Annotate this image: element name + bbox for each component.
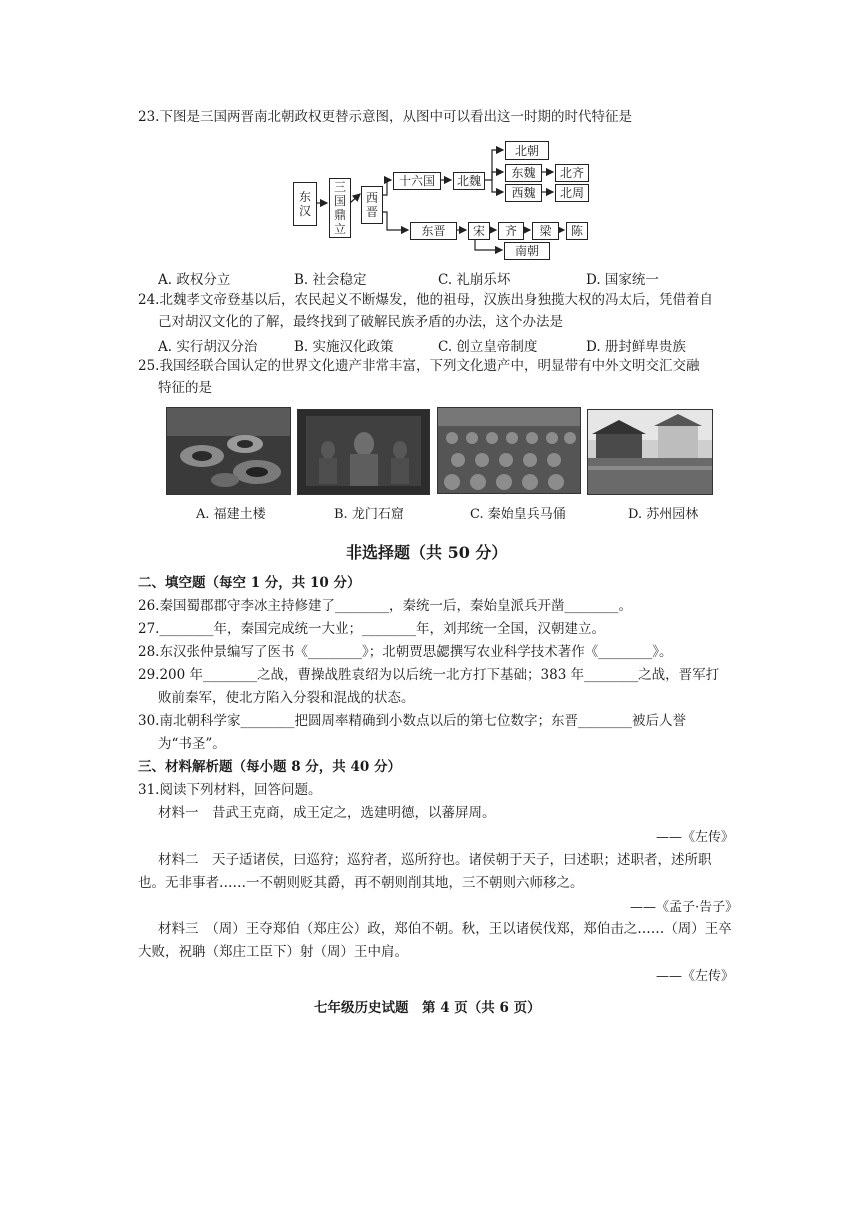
material-3-line2: 大败，祝聃（郑庄工臣下）射（周）王中肩。 <box>138 944 408 960</box>
q28: 28.东汉张仲景编写了医书《________》；北朝贾思勰撰写农业科学技术著作《________》。 <box>138 644 673 660</box>
box-song: 宋 <box>468 222 490 240</box>
garden-photo[interactable] <box>587 409 713 495</box>
q23-option-d[interactable]: D. 国家统一 <box>586 272 659 288</box>
box-dongwei: 东魏 <box>505 164 542 182</box>
material-2-source: ——《孟子·告子》 <box>630 900 739 915</box>
q24-stem-line1: 24.北魏孝文帝登基以后，农民起义不断爆发，他的祖母，汉族出身独揽大权的冯太后，凭借着自 <box>138 292 713 308</box>
q30-line2: 为“书圣”。 <box>158 736 226 752</box>
nonchoice-title: 非选择题（共 50 分） <box>346 543 508 562</box>
q31: 31.阅读下列材料，回答问题。 <box>138 782 322 798</box>
box-beiwei: 北魏 <box>453 172 485 190</box>
box-beizhou: 北周 <box>555 184 589 202</box>
material-3-source: ——《左传》 <box>656 969 735 984</box>
material-2-line2: 也。无非事者……一不朝则贬其爵，再不朝则削其地，三不朝则六师移之。 <box>138 875 584 891</box>
q23-stem: 23.下图是三国两晋南北朝政权更替示意图，从图中可以看出这一时期的时代特征是 <box>138 109 632 125</box>
box-nanchao: 南朝 <box>504 242 550 260</box>
box-donghan: 东 汉 <box>293 182 317 226</box>
page-footer: 七年级历史试题 第 4 页（共 6 页） <box>314 1000 541 1016</box>
q23-option-b[interactable]: B. 社会稳定 <box>294 272 367 288</box>
fill-heading: 二、填空题（每空 1 分，共 10 分） <box>138 575 361 591</box>
material-1-source: ——《左传》 <box>656 830 735 845</box>
q25-caption-c[interactable]: C. 秦始皇兵马俑 <box>470 507 566 522</box>
box-sanguo: 三 国 鼎 立 <box>329 178 351 238</box>
material-1: 材料一 昔武王克商，成王定之，选建明德，以蕃屏周。 <box>158 805 496 821</box>
q29-line2: 败前秦军，使北方陷入分裂和混战的状态。 <box>158 690 415 706</box>
q25-caption-b[interactable]: B. 龙门石窟 <box>334 507 404 522</box>
q24-option-b[interactable]: B. 实施汉化政策 <box>294 339 394 355</box>
q23-option-c[interactable]: C. 礼崩乐坏 <box>438 272 511 288</box>
q24-option-a[interactable]: A. 实行胡汉分治 <box>158 339 258 355</box>
q25-stem-line1: 25.我国经联合国认定的世界文化遗产非常丰富，下列文化遗产中，明显带有中外文明交汇交融 <box>138 358 700 374</box>
box-liang: 梁 <box>532 222 559 240</box>
box-beiqi: 北齐 <box>555 164 589 182</box>
q24-option-d[interactable]: D. 册封鲜卑贵族 <box>586 339 686 355</box>
box-beichao: 北朝 <box>505 141 549 160</box>
q24-stem-line2: 己对胡汉文化的了解，最终找到了破解民族矛盾的办法，这个办法是 <box>158 314 563 330</box>
terracotta-photo[interactable] <box>437 407 581 494</box>
q25-caption-a[interactable]: A. 福建土楼 <box>196 507 266 522</box>
tulou-photo[interactable] <box>166 407 291 495</box>
material-heading: 三、材料解析题（每小题 8 分，共 40 分） <box>138 759 401 775</box>
q27: 27.________年，秦国完成统一大业；________年，刘邦统一全国，汉朝建立。 <box>138 621 605 637</box>
q29-line1: 29.200 年________之战，曹操战胜袁绍为以后统一北方打下基础；383 年________之战，晋军打 <box>138 667 720 683</box>
box-chen: 陈 <box>566 222 588 240</box>
material-3-line1: 材料三 （周）王夺郑伯（郑庄公）政，郑伯不朝。秋，王以诸侯伐郑，郑伯击之……（周）王卒 <box>158 921 732 937</box>
q25-caption-d[interactable]: D. 苏州园林 <box>628 507 699 522</box>
box-shiliuguo: 十六国 <box>393 172 441 190</box>
box-xiwei: 西魏 <box>505 184 542 202</box>
box-dongjin: 东晋 <box>410 222 457 240</box>
box-qi: 齐 <box>498 222 524 240</box>
q26: 26.秦国蜀郡郡守李冰主持修建了________，秦统一后，秦始皇派兵开凿________。 <box>138 598 632 614</box>
box-xijin: 西 晋 <box>361 186 383 224</box>
material-2-line1: 材料二 天子适诸侯，曰巡狩；巡狩者，巡所狩也。诸侯朝于天子，曰述职；述职者，述所职 <box>158 852 712 868</box>
q24-option-c[interactable]: C. 创立皇帝制度 <box>438 339 538 355</box>
q25-stem-line2: 特征的是 <box>158 380 212 396</box>
grotto-photo[interactable] <box>297 409 430 495</box>
dynasty-flow-arrows <box>0 0 860 300</box>
q30-line1: 30.南北朝科学家________把圆周率精确到小数点以后的第七位数字；东晋________被后人誉 <box>138 713 686 729</box>
q23-option-a[interactable]: A. 政权分立 <box>158 272 231 288</box>
